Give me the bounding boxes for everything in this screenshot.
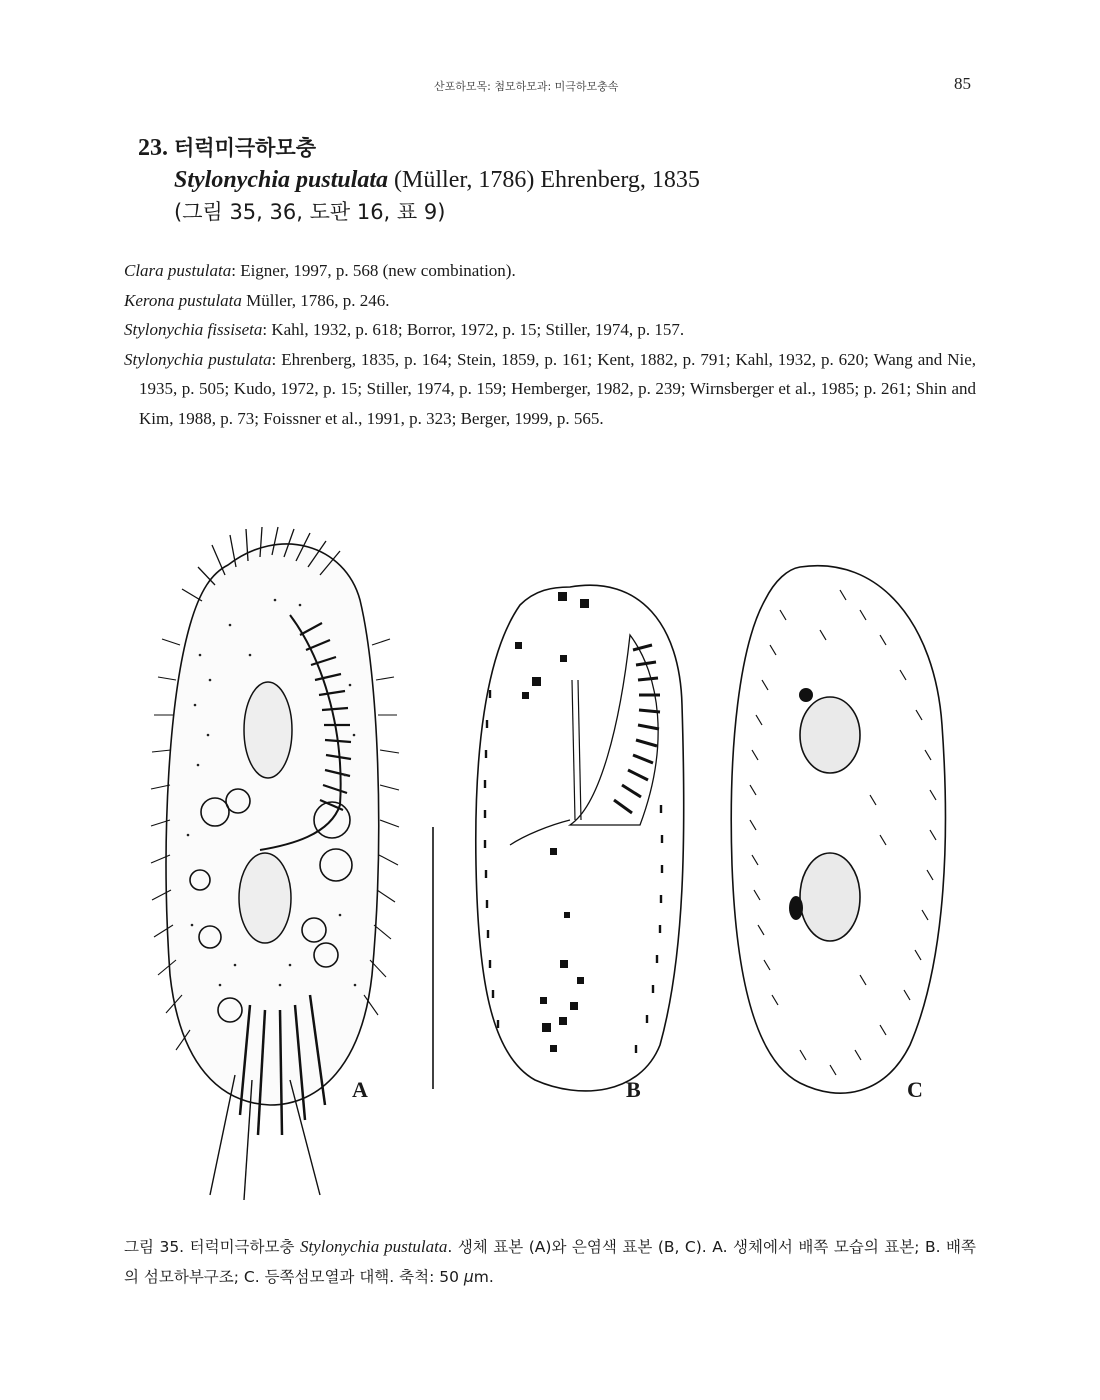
synonymy-entry	[124, 315, 976, 345]
figure-35	[140, 505, 960, 1205]
synonym-taxon: Stylonychia pustulata	[124, 349, 272, 369]
species-authority: (Müller, 1786) Ehrenberg, 1835	[394, 167, 700, 193]
synonymy-entry	[124, 256, 976, 286]
synonymy-entry	[124, 286, 976, 316]
synonymy-list	[124, 256, 976, 433]
species-heading	[138, 132, 700, 228]
species-binomial: Stylonychia pustulata	[174, 167, 389, 193]
species-korean-name: 터럭미극하모충	[174, 136, 317, 160]
synonym-taxon: Clara pustulata	[124, 261, 232, 280]
synonym-citation: : Eigner, 1997, p. 568 (new combination).	[231, 261, 516, 280]
caption-scientific-name: Stylonychia pustulata	[299, 1237, 448, 1256]
caption-text: . 생체 표본 (A)와 은염색 표본 (B, C). A. 생체에서 배쪽 모습의 표본; B. 배쪽의 섬모하부구조; C. 등쪽섬모열과 대핵. 축척: 50	[124, 1238, 976, 1286]
page-number: 85	[954, 74, 971, 93]
figure-drawing	[140, 505, 960, 1205]
panel-label-a: A	[352, 1077, 368, 1102]
panel-b-specimen-drawing	[476, 585, 684, 1091]
running-head: 산포하모목: 첨모하모과: 미극하모충속	[434, 80, 619, 93]
species-number: 23.	[138, 135, 168, 161]
species-heading-line1	[138, 132, 700, 164]
synonym-citation: Müller, 1786, p. 246.	[241, 290, 390, 310]
panel-label-c: C	[907, 1077, 923, 1102]
synonym-citation: : Kahl, 1932, p. 618; Borror, 1972, p. 15; Stiller, 1974, p. 157.	[262, 320, 685, 339]
caption-prefix: 그림 35. 터럭미극하모충	[124, 1238, 295, 1256]
synonym-taxon: Stylonychia fissiseta	[124, 320, 263, 339]
species-heading-line2	[138, 164, 700, 196]
synonymy-entry	[124, 345, 976, 434]
synonym-citation: : Ehrenberg, 1835, p. 164; Stein, 1859, p. 161; Kent, 1882, p. 791; Kahl, 1932, p. 620; Wang and Nie, 1935, p. 505; Kudo, 1972, p. 15; Stiller, 1974, p. 159; Hemberger, 1982, p. 239; Wirnsberger et al., 1985; p. 261; Shin and Kim, 1988, p. 73; Foissner et al., 1991, p. 323; Berger, 1999, p. 565.	[139, 349, 977, 428]
figure-caption	[124, 1232, 976, 1292]
species-figure-references: (그림 35, 36, 도판 16, 표 9)	[174, 200, 446, 224]
caption-unit-rest: m.	[473, 1268, 494, 1286]
panel-label-b: B	[626, 1077, 641, 1102]
panel-c-specimen-drawing	[731, 566, 945, 1093]
caption-unit-mu: μ	[463, 1268, 474, 1286]
synonym-taxon: Kerona pustulata	[124, 290, 242, 310]
